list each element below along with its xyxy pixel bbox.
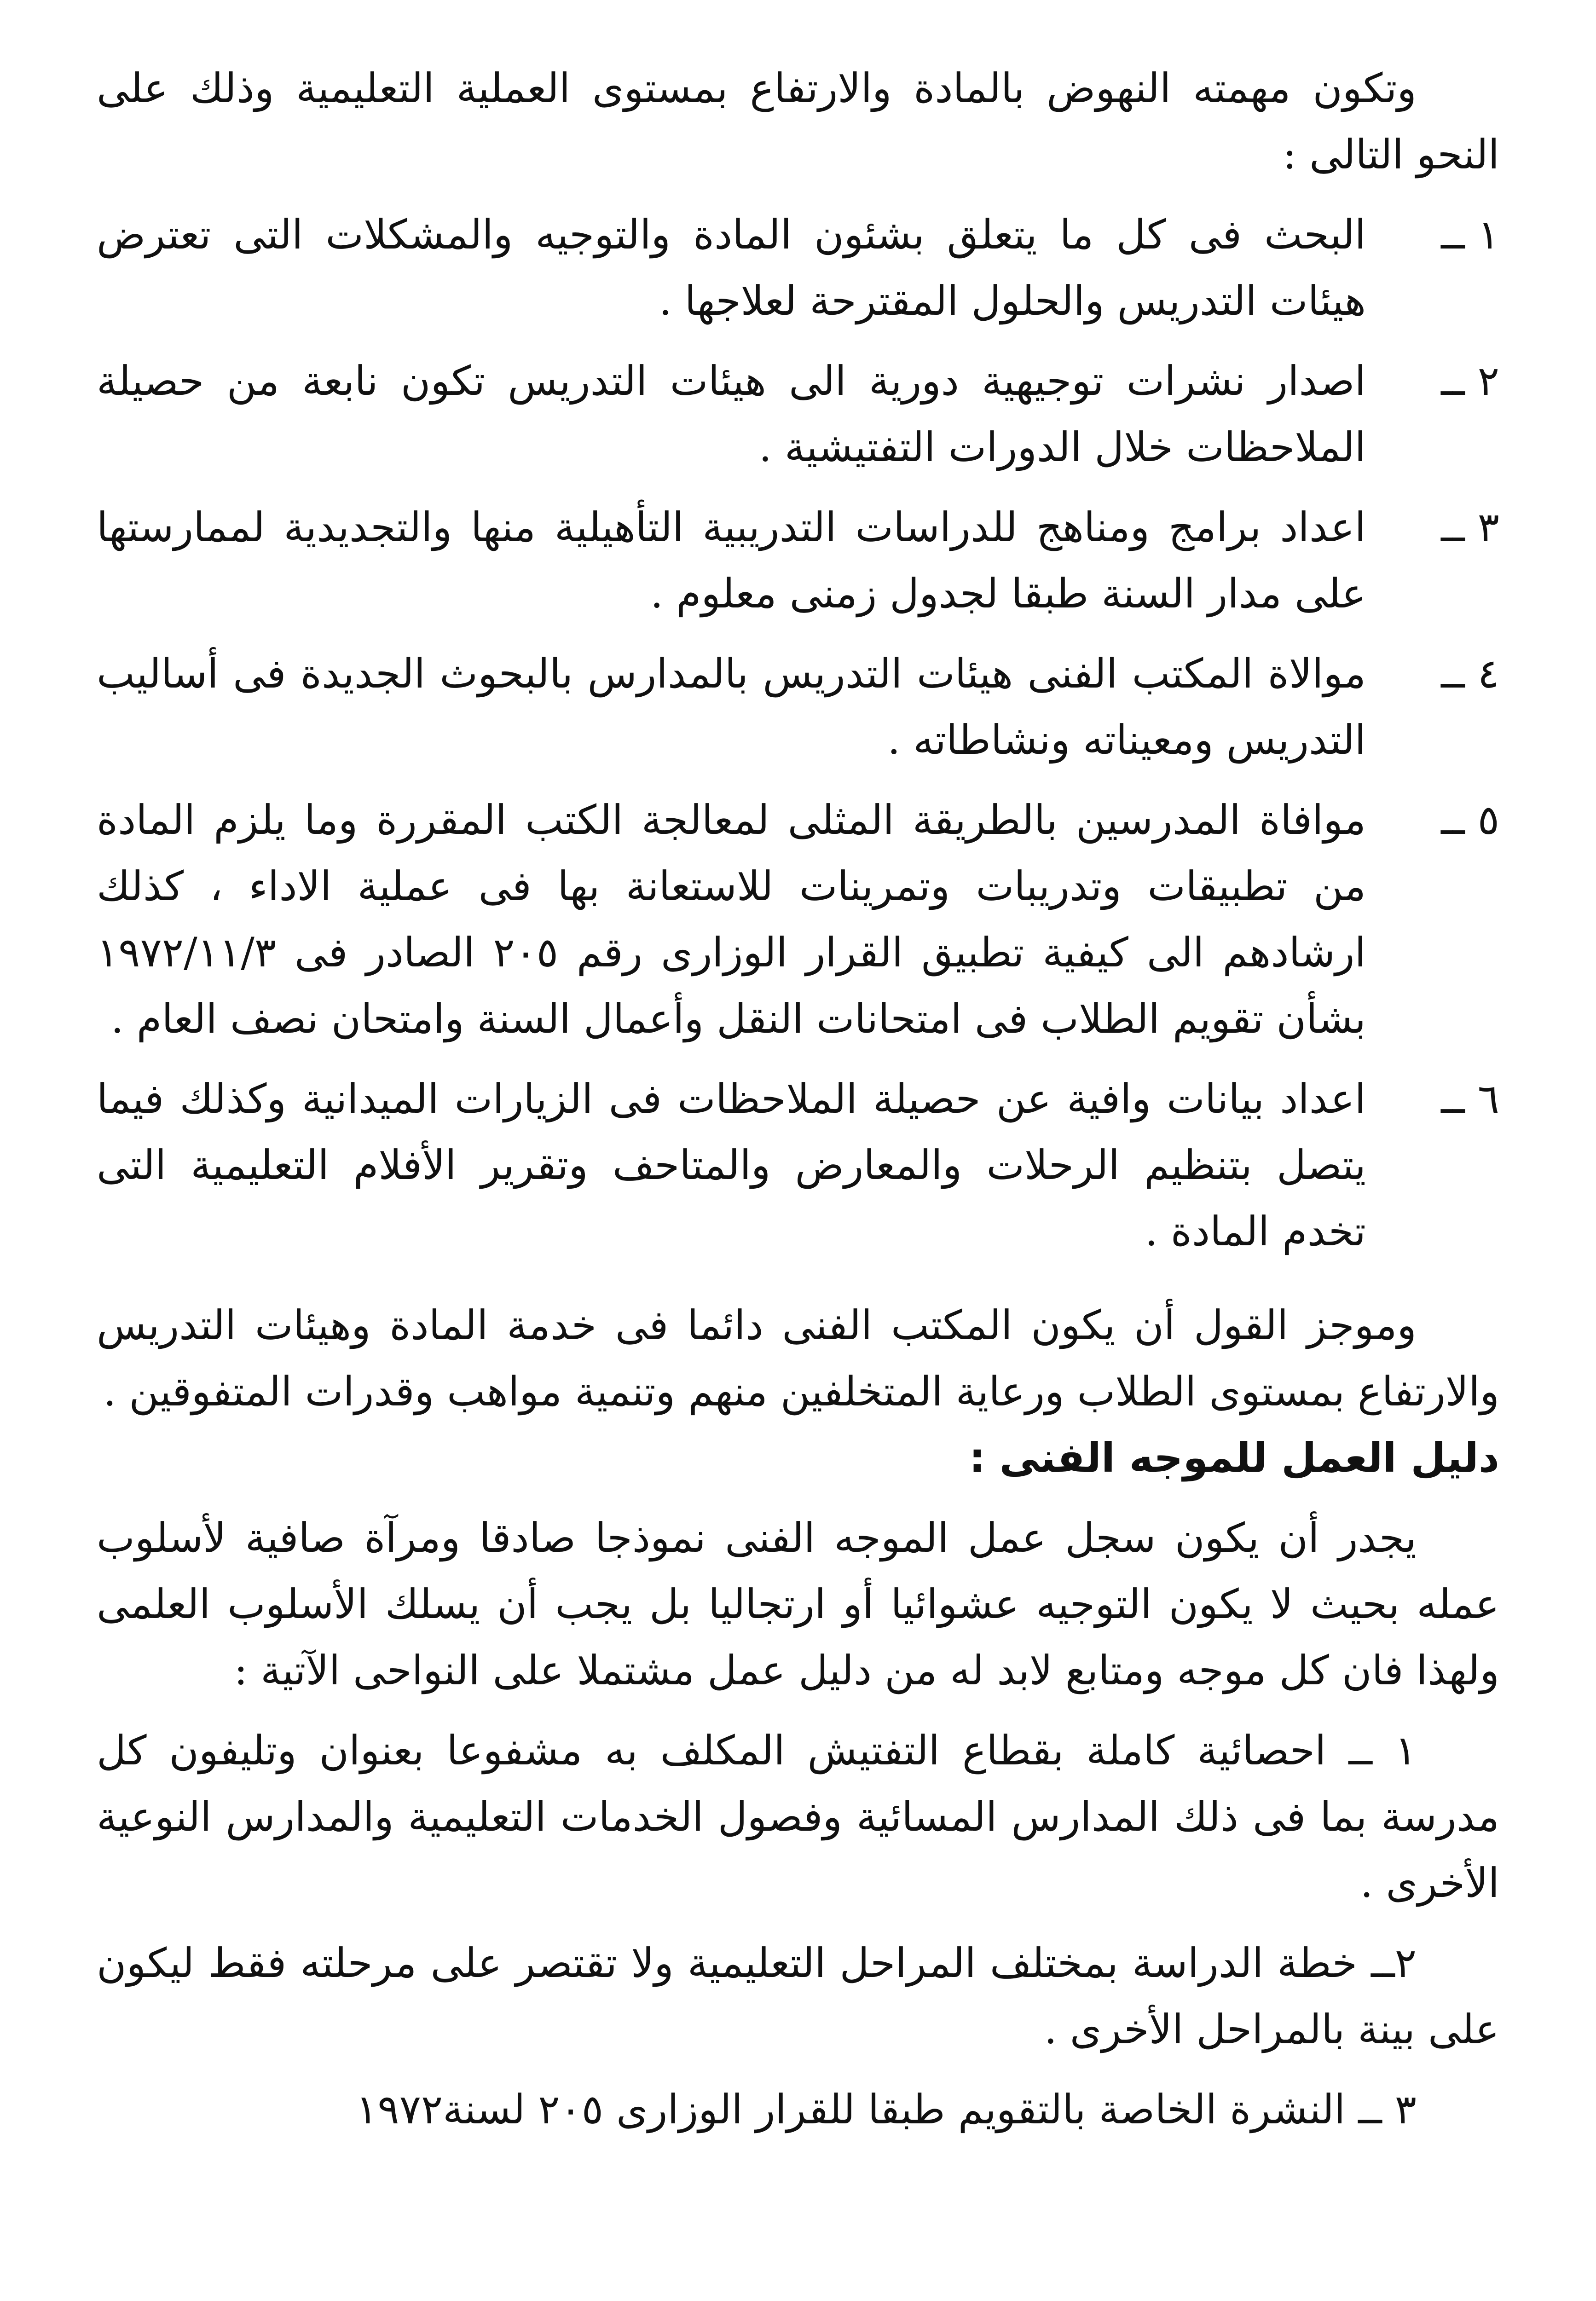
- list-item-number: ٣ ــ: [1441, 503, 1499, 551]
- list-item: [97, 1066, 1499, 1265]
- list-item: [97, 202, 1499, 334]
- list-item-number: ٦ ــ: [1441, 1075, 1499, 1122]
- guide-list: [97, 1717, 1499, 2143]
- list-item: [97, 641, 1499, 773]
- list-item-text: اعداد بيانات وافية عن حصيلة الملاحظات فى الزيارات الميدانية وكذلك فيما يتصل بتنظيم الرحلات والمعارض والمتاحف وتقرير الأفلام التعليمية التى تخدم المادة .: [97, 1075, 1366, 1255]
- summary-paragraph: وموجز القول أن يكون المكتب الفنى دائما فى خدمة المادة وهيئات التدريس والارتفاع بمستوى الطلاب ورعاية المتخلفين منهم وتنمية مواهب وقدرات المتفوقين .: [97, 1301, 1499, 1415]
- list-item-text: البحث فى كل ما يتعلق بشئون المادة والتوجيه والمشكلات التى تعترض هيئات التدريس والحلول المقترحة لعلاجها .: [97, 211, 1366, 324]
- guide-list-item: ١ ــ احصائية كاملة بقطاع التفتيش المكلف به مشفوعا بعنوان وتليفون كل مدرسة بما فى ذلك المدارس المسائية وفصول الخدمات التعليمية والمدارس النوعية الأخرى .: [97, 1727, 1499, 1907]
- list-item-number: ١ ــ: [1441, 211, 1499, 258]
- list-item: [97, 787, 1499, 1052]
- intro-paragraph: وتكون مهمته النهوض بالمادة والارتفاع بمستوى العملية التعليمية وذلك على النحو التالى :: [97, 64, 1499, 178]
- section-intro-paragraph: يجدر أن يكون سجل عمل الموجه الفنى نموذجا صادقا ومرآة صافية لأسلوب عمله بحيث لا يكون التوجيه عشوائيا أو ارتجاليا بل يجب أن يسلك الأسلوب العلمى ولهذا فان كل موجه ومتابع لابد له من دليل عمل مشتملا على النواحى الآتية :: [97, 1514, 1499, 1694]
- list-item-text: اصدار نشرات توجيهية دورية الى هيئات التدريس تكون نابعة من حصيلة الملاحظات خلال الدورات التفتيشية .: [97, 357, 1366, 471]
- list-item: [97, 348, 1499, 480]
- list-item-number: ٢ ــ: [1441, 357, 1499, 405]
- list-item-number: ٥ ــ: [1441, 796, 1499, 844]
- list-item-number: ٤ ــ: [1441, 650, 1499, 697]
- list-item-text: موالاة المكتب الفنى هيئات التدريس بالمدارس بالبحوث الجديدة فى أساليب التدريس ومعيناته ونشاطاته .: [97, 650, 1366, 763]
- list-item: [97, 494, 1499, 627]
- guide-list-item: ٢ــ خطة الدراسة بمختلف المراحل التعليمية ولا تقتصر على مرحلته فقط ليكون على بينة بالمراحل الأخرى .: [97, 1939, 1499, 2053]
- list-item-text: موافاة المدرسين بالطريقة المثلى لمعالجة الكتب المقررة وما يلزم المادة من تطبيقات وتدريبات وتمرينات للاستعانة بها فى عملية الاداء ، كذلك ارشادهم الى كيفية تطبيق القرار الوزارى رقم ٢٠٥ الصادر فى ١٩٧٢/١١/٣ بشأن تقويم الطلاب فى امتحانات النقل وأعمال السنة وامتحان نصف العام .: [97, 796, 1366, 1042]
- list-item-text: اعداد برامج ومناهج للدراسات التدريبية التأهيلية منها والتجديدية لممارستها على مدار السنة طبقا لجدول زمنى معلوم .: [97, 503, 1366, 617]
- guide-list-item: ٣ ــ النشرة الخاصة بالتقويم طبقا للقرار الوزارى ٢٠٥ لسنة١٩٧٢: [356, 2086, 1417, 2133]
- section-heading: دليل العمل للموجه الفنى :: [969, 1434, 1499, 1481]
- duties-list: [97, 202, 1499, 1265]
